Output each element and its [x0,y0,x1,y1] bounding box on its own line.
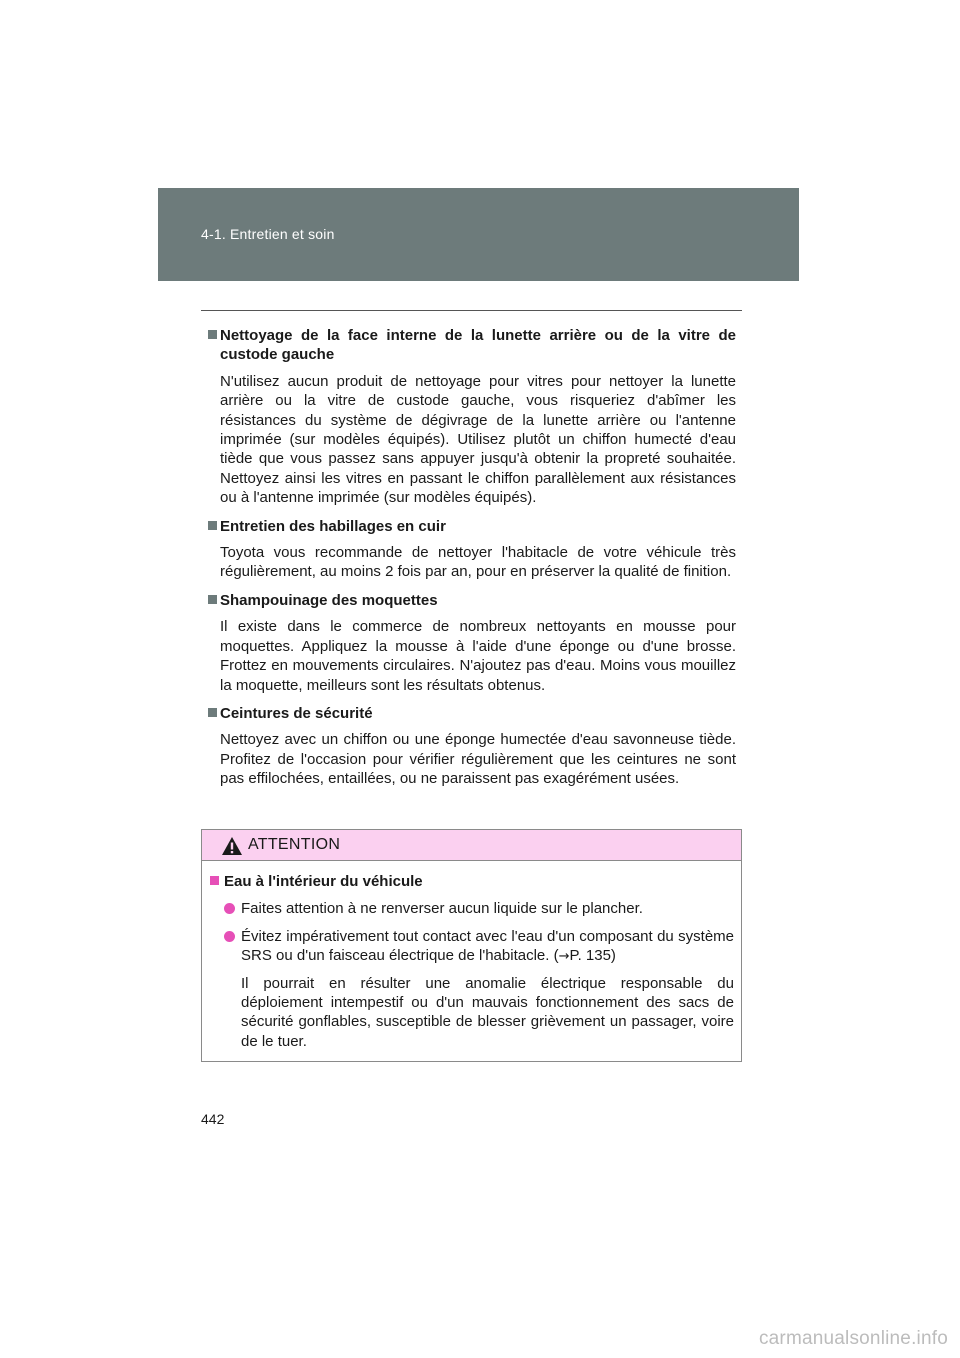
watermark: carmanualsonline.info [758,1328,948,1349]
round-bullet-icon [224,931,235,942]
round-bullet-icon [224,903,235,914]
section-label: 4-1. Entretien et soin [201,226,335,242]
warning-bullet-detail: Il pourrait en résulter une anomalie électrique responsable du déploiement intempestif ou d'un mauvais fonctionnement des sacs de sécurité gonflables, susceptible de blesser grièvement un passager, voire de le tuer. [241,974,734,1050]
warning-header [202,830,741,861]
square-bullet-icon [208,708,217,717]
section-leather [208,517,736,582]
section-heading: Shampouinage des moquettes [208,591,736,610]
main-content [208,326,736,798]
square-bullet-icon [208,595,217,604]
arrow-right-icon: → [558,949,570,965]
section-rear-window [208,326,736,508]
section-heading: Entretien des habillages en cuir [208,517,736,536]
warning-body [210,872,734,1051]
section-header-band [158,188,799,281]
section-text: Il existe dans le commerce de nombreux nettoyants en mousse pour moquettes. Appliquez la mousse à l'aide d'une éponge ou d'une brosse. Frottez en mouvements circulaires. N'ajoutez pas d'eau. Moins vous mouillez la moquette, meilleurs sont les résultats obtenus. [220,618,736,694]
top-divider [201,310,742,311]
warning-bullet: Faites attention à ne renverser aucun liquide sur le plancher. [210,899,734,918]
warning-bullet: Évitez impérativement tout contact avec l'eau d'un composant du système SRS ou d'un faisceau électrique de l'habitacle. (→P. 135) [210,927,734,967]
square-bullet-icon [208,521,217,530]
page-number: 442 [201,1111,225,1127]
section-text: Nettoyez avec un chiffon ou une éponge humectée d'eau savonneuse tiède. Profitez de l'occasion pour vérifier régulièrement que les ceintures ne sont pas effilochées, entaillées, ou ne paraissent pas exagérément usées. [220,731,736,788]
square-bullet-icon [210,876,219,885]
section-heading: Ceintures de sécurité [208,704,736,723]
square-bullet-icon [208,330,217,339]
warning-box [201,829,742,1062]
section-carpet [208,591,736,695]
page-reference[interactable]: P. 135) [569,947,616,965]
section-seatbelts [208,704,736,789]
warning-triangle-icon [221,836,243,856]
section-text: Toyota vous recommande de nettoyer l'habitacle de votre véhicule très régulièrement, au moins 2 fois par an, pour en préserver la qualité de finition. [220,544,736,581]
warning-heading: Eau à l'intérieur du véhicule [210,872,734,891]
warning-title: ATTENTION [248,836,341,853]
section-text: N'utilisez aucun produit de nettoyage pour vitres pour nettoyer la lunette arrière ou la vitre de custode gauche, vous risqueriez d'abîmer les résistances du système de dégivrage de la lunette arrière ou l'antenne imprimée (sur modèles équipés). Utilisez plutôt un chiffon humecté d'eau tiède que vous passez sans appuyer jusqu'à obtenir la propreté souhaitée. Nettoyez ainsi les vitres en passant le chiffon parallèlement aux résistances ou à l'antenne imprimée (sur modèles équipés). [220,372,736,507]
section-heading: Nettoyage de la face interne de la lunette arrière ou de la vitre de custode gauche [208,326,736,365]
